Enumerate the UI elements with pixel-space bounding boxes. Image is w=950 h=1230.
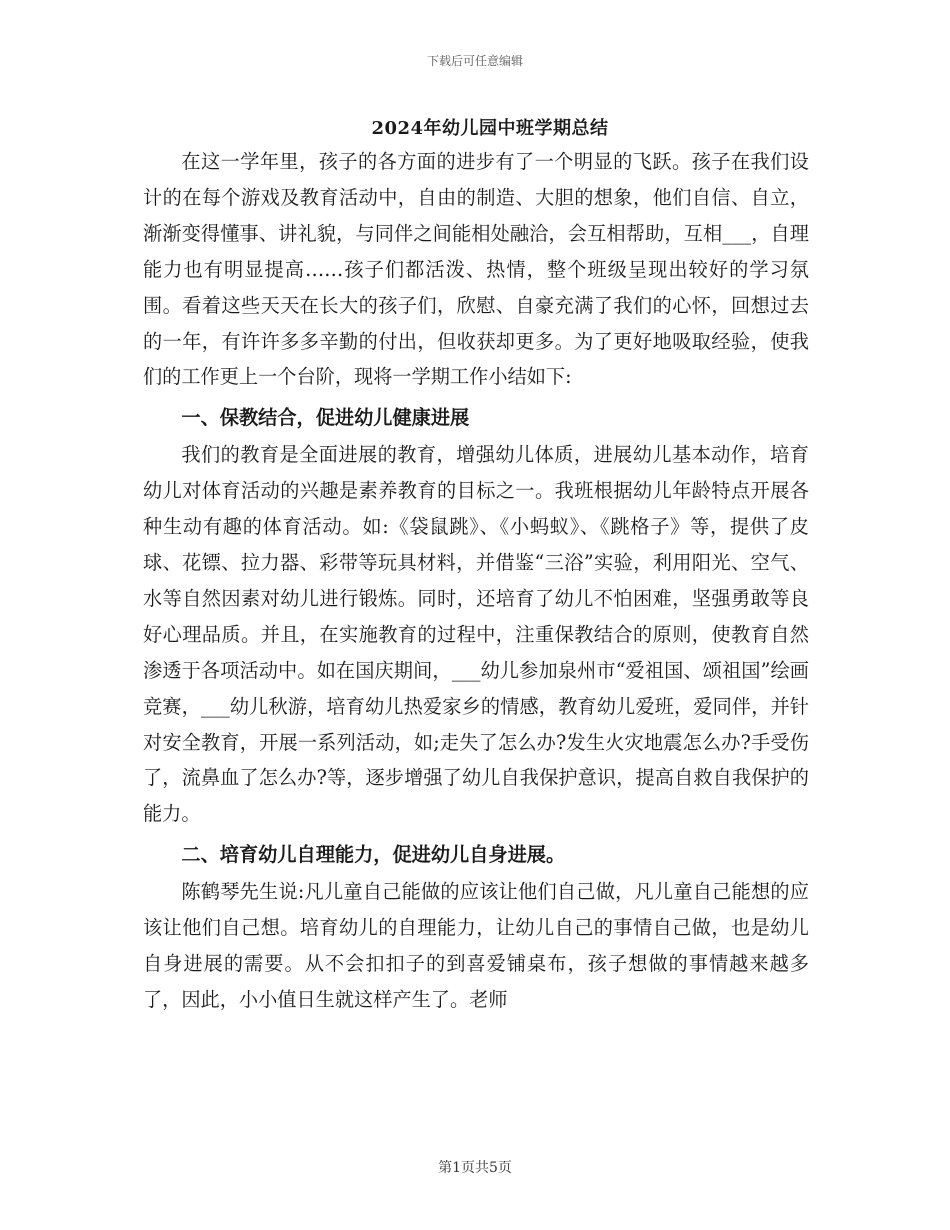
page-number: 第1页共5页: [438, 1160, 512, 1176]
document-body: [143, 114, 809, 1018]
document-title: 2024年幼儿园中班学期总结: [371, 118, 609, 139]
section-2-paragraph: 陈鹤琴先生说:凡儿童自己能做的应该让他们自己做，凡儿童自己能想的应该让他们自己想。培育幼儿的自理能力，让幼儿自己的事情自己做，也是幼儿自身进展的需要。从不会扣扣子的到喜爱铺桌布，孩子想做的事情越来越多了，因此，小小值日生就这样产生了。老师: [143, 880, 809, 1011]
intro-paragraph: 在这一学年里，孩子的各方面的进步有了一个明显的飞跃。孩子在我们设计的在每个游戏及教育活动中，自由的制造、大胆的想象，他们自信、自立，渐渐变得懂事、讲礼貌，与同伴之间能相处融洽，会互相帮助，互相___，自理能力也有明显提高……孩子们都活泼、热情，整个班级呈现出较好的学习氛围。看着这些天天在长大的孩子们，欣慰、自豪充满了我们的心怀，回想过去的一年，有许许多多辛勤的付出，但收获却更多。为了更好地吸取经验，使我们的工作更上一个台阶，现将一学期工作小结如下:: [143, 150, 809, 389]
header-note: 下载后可任意编辑: [426, 54, 523, 68]
section-1-heading: 一、保教结合，促进幼儿健康进展: [181, 406, 470, 430]
section-1-paragraph: 我们的教育是全面进展的教育，增强幼儿体质，进展幼儿基本动作，培育幼儿对体育活动的兴趣是素养教育的目标之一。我班根据幼儿年龄特点开展各种生动有趣的体育活动。如:《袋鼠跳》、《小蚂蚁》、《跳格子》等，提供了皮球、花镖、拉力器、彩带等玩具材料，并借鉴“三浴”实验，利用阳光、空气、水等自然因素对幼儿进行锻炼。同时，还培育了幼儿不怕困难，坚强勇敢等良好心理品质。并且，在实施教育的过程中，注重保教结合的原则，使教育自然渗透于各项活动中。如在国庆期间，___幼儿参加泉州市“爱祖国、颂祖国”绘画竞赛，___幼儿秋游，培育幼儿热爱家乡的情感，教育幼儿爱班，爱同伴，并针对安全教育，开展一系列活动，如;走失了怎么办?发生火灾地震怎么办?手受伤了，流鼻血了怎么办?等，逐步增强了幼儿自我保护意识，提高自救自我保护的能力。: [143, 443, 809, 826]
section-2-heading: 二、培育幼儿自理能力，促进幼儿自身进展。: [181, 843, 566, 867]
